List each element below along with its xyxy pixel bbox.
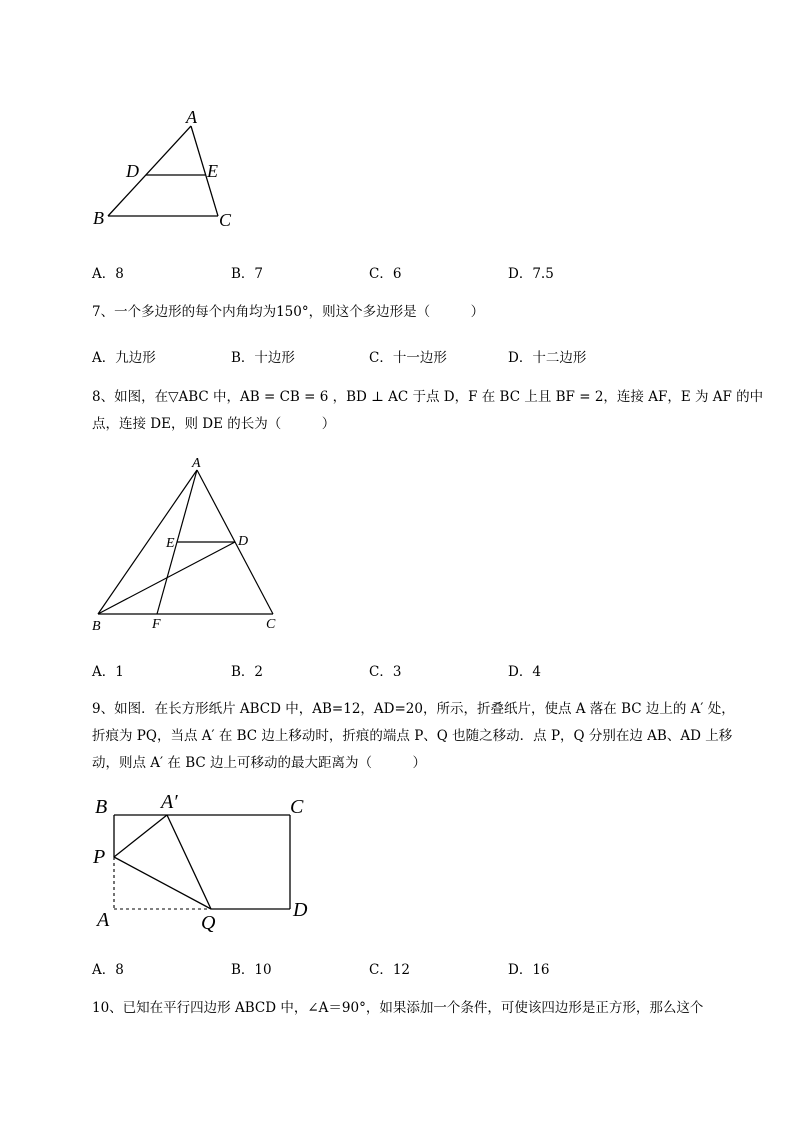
question-8-line-1: 8、如图，在▽ABC 中，AB = CB = 6 ，BD ⊥ AC 于点 D，F 在 BC 上且 BF = 2，连接 AF，E 为 AF 的中 [92,389,764,405]
label-a-prime: A′ [161,791,178,813]
label-p: P [93,846,106,868]
q7-option-a[interactable]: A．九边形 [92,350,156,366]
label-d: D [293,899,308,921]
question-9 [92,696,748,777]
q9-option-d[interactable]: D．16 [508,962,550,978]
question-9-line-1: 9、如图．在长方形纸片 ABCD 中，AB=12，AD=20，所示，折叠纸片，使点 A 落在 BC 边上的 A′ 处， [92,701,735,717]
label-a: A [97,909,110,931]
q7-option-b[interactable]: B．十边形 [231,350,295,366]
label-d: D [238,534,249,549]
question-10-line-1: 10、已知在平行四边形 ABCD 中，∠A＝90°，如果添加一个条件，可使该四边形是正方形，那么这个 [92,1000,704,1016]
segment-pa-prime [114,815,167,857]
q6-options [92,262,652,282]
label-e: E [166,536,175,551]
question-7-text: 7、一个多边形的每个内角均为150°，则这个多边形是（ ） [92,304,485,320]
figure-q9-rectangle [88,790,328,940]
segment-ab [108,126,191,216]
figure-q8-triangle [88,452,288,637]
segment-pq [114,857,211,909]
question-8-line-2: 点，连接 DE，则 DE 的长为（ ） [92,416,336,432]
label-a: A [192,456,201,471]
question-8 [92,384,764,438]
label-a: A [186,107,197,127]
question-10 [92,995,748,1022]
q7-options [92,346,652,366]
q8-option-d[interactable]: D．4 [508,664,541,680]
q9-option-a[interactable]: A．8 [92,962,124,978]
q6-option-d[interactable]: D．7.5 [508,266,554,282]
label-d: D [126,161,139,181]
question-7 [92,299,748,326]
figure-q6-triangle [85,100,255,240]
label-c: C [219,210,232,230]
label-b: B [93,208,104,228]
q9-options [92,958,652,978]
q6-option-b[interactable]: B．7 [231,266,264,282]
q9-option-b[interactable]: B．10 [231,962,272,978]
segment-bd [98,542,235,614]
label-q: Q [201,912,216,934]
q8-option-b[interactable]: B．2 [231,664,264,680]
question-9-line-2: 折痕为 PQ，当点 A′ 在 BC 边上移动时，折痕的端点 P、Q 也随之移动．点 P，Q 分别在边 AB、AD 上移 [92,728,733,744]
q6-option-a[interactable]: A．8 [92,266,124,282]
q8-option-a[interactable]: A．1 [92,664,124,680]
label-b: B [92,619,101,634]
label-c: C [290,796,304,818]
question-9-line-3: 动，则点 A′ 在 BC 边上可移动的最大距离为（ ） [92,755,426,771]
q7-option-d[interactable]: D．十二边形 [508,350,587,366]
segment-a-prime-q [167,815,211,909]
label-f: F [152,617,161,632]
q6-option-c[interactable]: C．6 [369,266,402,282]
label-c: C [266,617,276,632]
q7-option-c[interactable]: C．十一边形 [369,350,447,366]
label-b: B [95,796,108,818]
q8-options [92,660,652,680]
q8-option-c[interactable]: C．3 [369,664,402,680]
label-e: E [207,161,218,181]
q9-option-c[interactable]: C．12 [369,962,411,978]
